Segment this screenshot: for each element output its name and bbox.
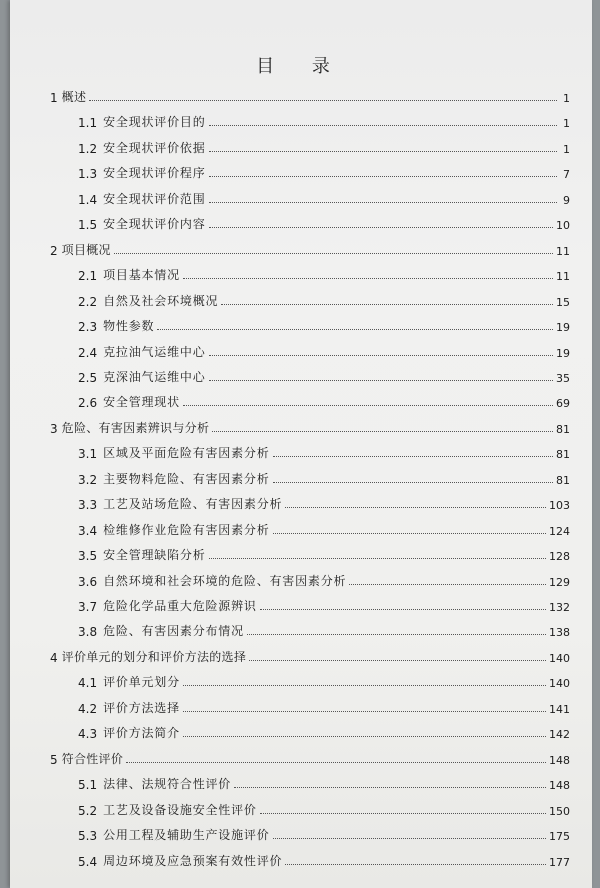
toc-entry-number: 3 xyxy=(50,421,58,436)
toc-entry-number: 3.7 xyxy=(78,600,98,614)
toc-entry-title: 自然及社会环境概况 xyxy=(103,293,219,308)
toc-entry-page-number: 1 xyxy=(563,92,570,105)
dot-leader xyxy=(209,557,547,559)
dot-leader xyxy=(349,583,546,585)
toc-entry-number: 2.6 xyxy=(78,396,98,411)
toc-entry-page-number: 1 xyxy=(563,142,570,156)
dot-leader xyxy=(157,328,553,330)
toc-entry-page-number: 175 xyxy=(549,830,570,844)
dot-leader xyxy=(247,633,546,635)
dot-leader xyxy=(260,812,546,814)
toc-section-entry xyxy=(78,798,570,818)
toc-chapter-entry xyxy=(50,645,570,665)
toc-entry-page-number: 69 xyxy=(556,397,570,411)
toc-entry-page-number: 11 xyxy=(556,270,570,284)
toc-entry-page-number: 11 xyxy=(556,244,570,258)
toc-entry-title: 评价方法选择 xyxy=(103,700,180,715)
dot-leader xyxy=(209,175,558,177)
toc-entry-number: 3.5 xyxy=(78,549,98,564)
toc-section-entry xyxy=(78,136,570,156)
document-page xyxy=(10,0,592,888)
dot-leader xyxy=(183,277,553,279)
toc-entry-page-number: 129 xyxy=(549,575,570,589)
dot-leader xyxy=(209,379,554,381)
dot-leader xyxy=(212,430,553,432)
toc-section-entry xyxy=(78,849,570,869)
toc-entry-number: 3.4 xyxy=(78,523,98,538)
dot-leader xyxy=(285,863,546,865)
toc-entry-title: 评价单元的划分和评价方法的选择 xyxy=(61,649,247,664)
toc-entry-title: 评价单元划分 xyxy=(103,675,180,690)
toc-section-entry xyxy=(78,467,570,487)
toc-entry-page-number: 7 xyxy=(563,168,570,182)
toc-entry-page-number: 81 xyxy=(556,473,570,487)
toc-entry-title: 克深油气运维中心 xyxy=(103,369,206,384)
toc-entry-title: 区域及平面危险有害因素分析 xyxy=(103,446,270,461)
toc-entry-title: 安全管理缺陷分析 xyxy=(103,548,206,563)
toc-section-entry xyxy=(78,670,570,690)
toc-entry-page-number: 19 xyxy=(556,321,570,335)
toc-section-entry xyxy=(78,110,570,130)
toc-entry-title: 安全现状评价依据 xyxy=(103,140,206,155)
toc-entry-title: 检维修作业危险有害因素分析 xyxy=(103,522,270,537)
toc-entry-page-number: 9 xyxy=(563,193,570,207)
toc-section-entry xyxy=(78,619,570,639)
toc-entry-title: 安全现状评价内容 xyxy=(103,217,206,232)
toc-entry-number: 4.3 xyxy=(78,727,98,742)
toc-entry-number: 5.2 xyxy=(78,803,98,818)
toc-entry-title: 主要物料危险、有害因素分析 xyxy=(103,471,270,486)
toc-entry-page-number: 19 xyxy=(556,346,570,360)
toc-entry-title: 项目基本情况 xyxy=(103,268,180,283)
toc-entry-number: 5.3 xyxy=(78,829,98,844)
toc-section-entry xyxy=(78,161,570,181)
toc-entry-number: 5 xyxy=(50,752,58,767)
toc-section-entry xyxy=(78,314,570,334)
toc-entry-page-number: 140 xyxy=(549,677,570,691)
toc-entry-number: 3.6 xyxy=(78,574,98,589)
page-title: 目 录 xyxy=(256,56,346,77)
toc-entry-title: 物性参数 xyxy=(103,319,155,334)
dot-leader xyxy=(273,532,547,534)
toc-entry-page-number: 103 xyxy=(549,499,570,513)
toc-entry-number: 1.1 xyxy=(78,116,98,131)
dot-leader xyxy=(249,659,546,661)
toc-section-entry xyxy=(78,492,570,512)
dot-leader xyxy=(273,481,554,483)
toc-entry-page-number: 10 xyxy=(556,219,570,233)
toc-entry-number: 1.5 xyxy=(78,218,98,233)
toc-entry-number: 1.4 xyxy=(78,192,98,207)
toc-section-entry xyxy=(78,594,570,614)
toc-section-entry xyxy=(78,569,570,589)
toc-entry-number: 1.2 xyxy=(78,141,98,156)
toc-entry-page-number: 140 xyxy=(549,651,570,665)
toc-entry-page-number: 35 xyxy=(556,371,570,385)
toc-section-entry xyxy=(78,721,570,741)
toc-section-entry xyxy=(78,365,570,385)
toc-entry-title: 概述 xyxy=(61,90,87,104)
toc-section-entry xyxy=(78,696,570,716)
toc-entry-number: 3.3 xyxy=(78,498,98,513)
toc-entry-page-number: 81 xyxy=(556,422,570,436)
toc-section-entry xyxy=(78,518,570,538)
toc-entry-number: 4 xyxy=(50,650,58,665)
toc-entry-number: 2.2 xyxy=(78,294,98,309)
toc-section-entry xyxy=(78,212,570,232)
dot-leader xyxy=(273,837,547,839)
toc-section-entry xyxy=(78,263,570,283)
toc-entry-number: 5.4 xyxy=(78,854,98,869)
toc-entry-number: 5.1 xyxy=(78,778,98,793)
toc-entry-page-number: 15 xyxy=(556,295,570,309)
toc-entry-title: 周边环境及应急预案有效性评价 xyxy=(103,853,283,868)
toc-entry-number: 1 xyxy=(50,91,58,105)
dot-leader xyxy=(234,786,546,788)
dot-leader xyxy=(209,124,558,126)
toc-entry-number: 2 xyxy=(50,243,58,258)
toc-entry-title: 项目概况 xyxy=(61,242,111,257)
dot-leader xyxy=(183,684,546,686)
toc-entry-page-number: 138 xyxy=(549,626,570,640)
toc-section-entry xyxy=(78,441,570,461)
dot-leader xyxy=(126,761,546,763)
toc-entry-page-number: 148 xyxy=(549,779,570,793)
dot-leader xyxy=(209,226,554,228)
toc-entry-number: 2.3 xyxy=(78,320,98,335)
dot-leader xyxy=(89,99,557,101)
toc-entry-title: 工艺及设备设施安全性评价 xyxy=(103,802,257,817)
toc-entry-title: 危险化学品重大危险源辨识 xyxy=(103,599,257,613)
toc-entry-page-number: 142 xyxy=(549,728,570,742)
toc-entry-page-number: 132 xyxy=(549,601,570,614)
toc-entry-page-number: 124 xyxy=(549,524,570,538)
toc-entry-title: 安全现状评价程序 xyxy=(103,166,206,181)
toc-section-entry xyxy=(78,340,570,360)
toc-section-entry xyxy=(78,289,570,309)
toc-section-entry xyxy=(78,543,570,563)
toc-entry-page-number: 128 xyxy=(549,550,570,564)
toc-entry-page-number: 81 xyxy=(556,448,570,462)
toc-entry-title: 安全管理现状 xyxy=(103,395,180,410)
dot-leader xyxy=(183,735,546,737)
toc-entry-page-number: 177 xyxy=(549,855,570,869)
dot-leader xyxy=(183,710,546,712)
toc-entry-title: 危险、有害因素辨识与分析 xyxy=(61,420,210,435)
toc-section-entry xyxy=(78,187,570,207)
dot-leader xyxy=(273,455,554,457)
toc-chapter-entry xyxy=(50,238,570,258)
dot-leader xyxy=(285,506,546,508)
dot-leader xyxy=(209,150,558,152)
toc-entry-title: 公用工程及辅助生产设施评价 xyxy=(103,828,270,843)
toc-chapter-entry xyxy=(50,416,570,436)
toc-entry-title: 克拉油气运维中心 xyxy=(103,344,206,359)
toc-entry-title: 评价方法简介 xyxy=(103,726,180,741)
dot-leader xyxy=(260,608,546,610)
dot-leader xyxy=(221,303,553,305)
toc-entry-page-number: 148 xyxy=(549,753,570,767)
toc-entry-page-number: 150 xyxy=(549,804,570,818)
dot-leader xyxy=(209,354,554,356)
toc-entry-number: 3.1 xyxy=(78,447,98,462)
toc-entry-title: 安全现状评价目的 xyxy=(103,115,206,130)
dot-leader xyxy=(209,201,558,203)
toc-chapter-entry xyxy=(50,747,570,767)
toc-entry-title: 安全现状评价范围 xyxy=(103,191,206,206)
toc-entry-title: 符合性评价 xyxy=(61,751,124,766)
toc-entry-page-number: 141 xyxy=(549,702,570,716)
dot-leader xyxy=(183,404,553,406)
toc-entry-title: 危险、有害因素分布情况 xyxy=(103,624,244,639)
dot-leader xyxy=(114,252,553,254)
toc-entry-page-number: 1 xyxy=(563,117,570,131)
toc-entry-number: 2.4 xyxy=(78,345,98,360)
toc-chapter-entry xyxy=(50,85,570,105)
toc-entry-number: 3.8 xyxy=(78,625,98,640)
toc-entry-title: 法律、法规符合性评价 xyxy=(103,777,232,792)
toc-entry-number: 2.5 xyxy=(78,370,98,385)
toc-section-entry xyxy=(78,772,570,792)
toc-section-entry xyxy=(78,823,570,843)
toc-entry-number: 4.1 xyxy=(78,676,98,691)
toc-entry-number: 4.2 xyxy=(78,701,98,716)
toc-entry-number: 3.2 xyxy=(78,472,98,487)
toc-section-entry xyxy=(78,390,570,410)
toc-entry-title: 工艺及站场危险、有害因素分析 xyxy=(103,497,283,512)
toc-entry-number: 2.1 xyxy=(78,269,98,284)
toc-entry-title: 自然环境和社会环境的危险、有害因素分析 xyxy=(103,573,347,588)
toc-entry-number: 1.3 xyxy=(78,167,98,182)
